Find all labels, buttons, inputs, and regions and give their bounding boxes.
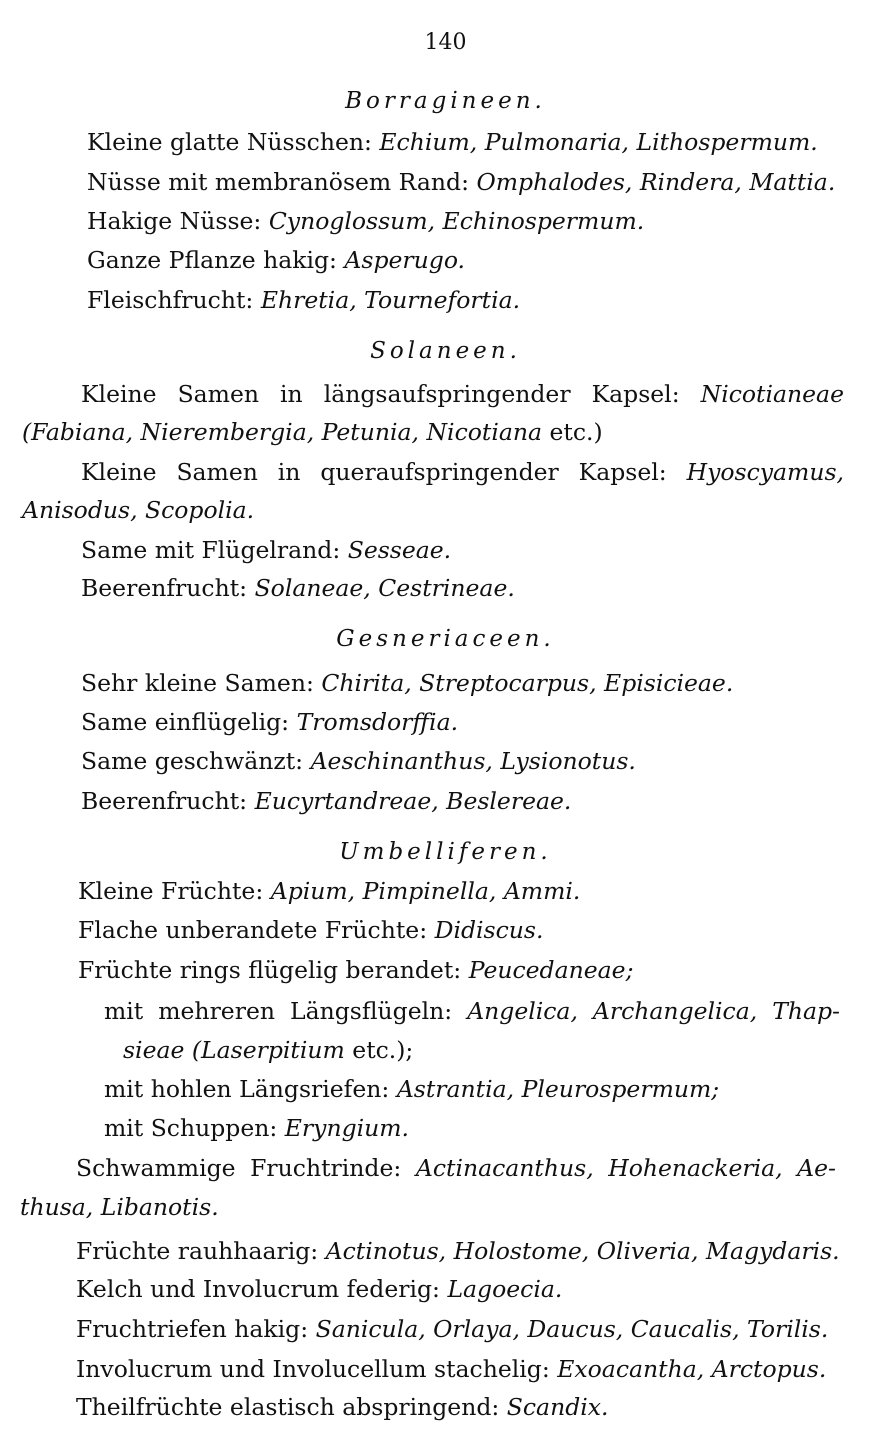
section-heading-borragineen: Borragineen.: [345, 88, 546, 114]
entry-line: Theilfrüchte elastisch abspringend: Scandix.: [76, 1393, 609, 1421]
entry-line-sub: mit Schuppen: Eryngium.: [104, 1114, 410, 1142]
entry-line: Kleine Früchte: Apium, Pimpinella, Ammi.: [78, 877, 581, 905]
section-heading-gesneriaceen: Gesneriaceen.: [336, 626, 555, 652]
entry-line: Beerenfrucht: Eucyrtandreae, Beslereae.: [81, 787, 572, 815]
entry-line: Kleine Samen in längsaufspringender Kapsel: Nicotianeae: [81, 380, 844, 408]
section-heading-solaneen: Solaneen.: [370, 338, 521, 364]
entry-line: Früchte rauhhaarig: Actinotus, Holostome, Oliveria, Magydaris.: [76, 1237, 840, 1265]
entry-line: Involucrum und Involucellum stachelig: Exoacantha, Arctopus.: [76, 1355, 827, 1383]
entry-line-continued: (Fabiana, Nierembergia, Petunia, Nicotiana etc.): [22, 418, 603, 446]
entry-line: Same geschwänzt: Aeschinanthus, Lysionotus.: [81, 747, 636, 775]
entry-line: Früchte rings flügelig berandet: Peucedaneae;: [78, 956, 634, 984]
entry-line-continued: sieae (Laserpitium etc.);: [123, 1036, 414, 1064]
entry-line-continued: Anisodus, Scopolia.: [22, 496, 255, 524]
entry-line: Schwammige Fruchtrinde: Actinacanthus, Hohenackeria, Ae-: [76, 1154, 836, 1182]
entry-line-sub: mit mehreren Längsflügeln: Angelica, Archangelica, Thap-: [104, 997, 840, 1025]
entry-line: Sehr kleine Samen: Chirita, Streptocarpus, Episicieae.: [81, 669, 734, 697]
section-heading-umbelliferen: Umbelliferen.: [339, 839, 552, 865]
entry-line: Kleine glatte Nüsschen: Echium, Pulmonaria, Lithospermum.: [87, 128, 818, 156]
entry-line: Ganze Pflanze hakig: Asperugo.: [87, 246, 466, 274]
entry-line: Fleischfrucht: Ehretia, Tournefortia.: [87, 286, 521, 314]
entry-line: Same mit Flügelrand: Sesseae.: [81, 536, 452, 564]
entry-line: Kleine Samen in queraufspringender Kapsel: Hyoscyamus,: [81, 458, 844, 486]
entry-line: Hakige Nüsse: Cynoglossum, Echinospermum.: [87, 207, 645, 235]
entry-line-continued: thusa, Libanotis.: [20, 1193, 219, 1221]
entry-line-sub: mit hohlen Längsriefen: Astrantia, Pleurospermum;: [104, 1075, 720, 1103]
entry-line: Fruchtriefen hakig: Sanicula, Orlaya, Daucus, Caucalis, Torilis.: [76, 1315, 829, 1343]
entry-line: Beerenfrucht: Solaneae, Cestrineae.: [81, 574, 515, 602]
entry-line: Kelch und Involucrum federig: Lagoecia.: [76, 1275, 563, 1303]
page-number: 140: [424, 30, 467, 55]
entry-line: Nüsse mit membranösem Rand: Omphalodes, Rindera, Mattia.: [87, 168, 836, 196]
entry-line: Flache unberandete Früchte: Didiscus.: [78, 916, 544, 944]
entry-line: Same einflügelig: Tromsdorffia.: [81, 708, 459, 736]
